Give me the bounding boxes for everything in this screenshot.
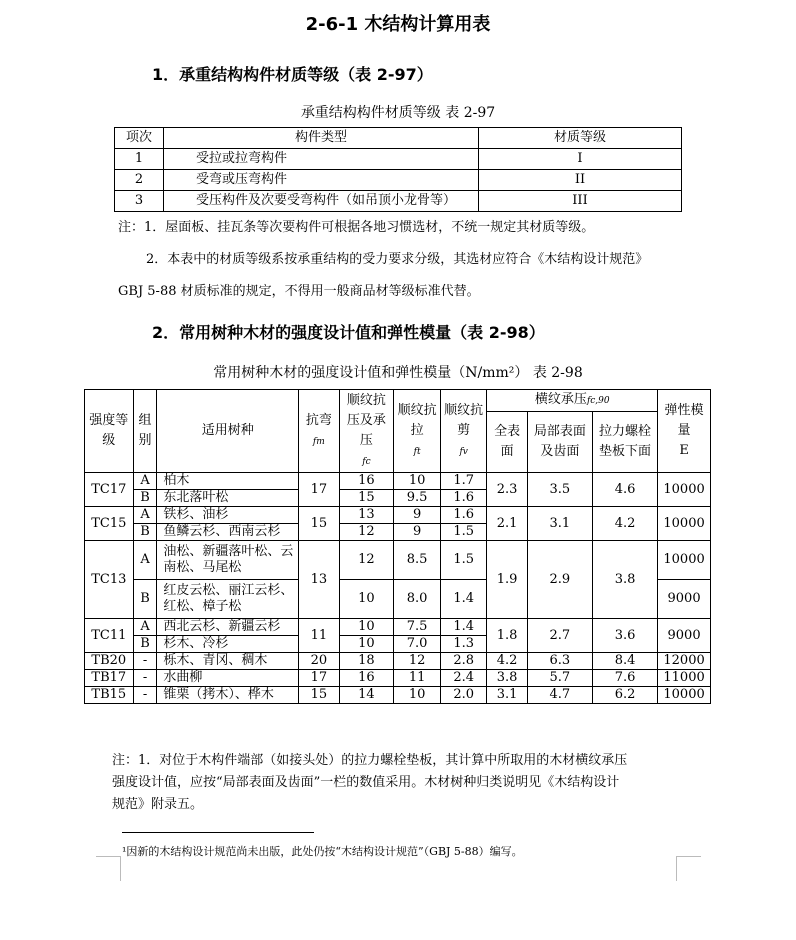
cell-full: 2.1 [487, 507, 527, 541]
header-shear-label: 顺纹抗剪 [444, 402, 484, 438]
cell-fv: 1.7 [440, 473, 487, 490]
cell-group: - [133, 687, 157, 704]
cell-grade: III [479, 191, 682, 212]
cell-grade: TB20 [85, 653, 134, 670]
cell-grade: I [479, 149, 682, 170]
section-heading-2: 2．常用树种木材的强度设计值和弹性模量（表 2-98） [152, 323, 545, 342]
cell-ft: 8.0 [394, 580, 441, 619]
table-header-row [85, 390, 711, 412]
cell-fm: 17 [299, 473, 339, 507]
note-98-2: 强度设计值，应按“局部表面及齿面”一栏的数值采用。木材树种归类说明见《木结构设计 [112, 775, 620, 790]
header-type: 构件类型 [164, 128, 479, 149]
header-bolt-plate: 拉力螺栓垫板下面 [592, 412, 657, 473]
cell-full: 4.2 [487, 653, 527, 670]
cell-local: 4.7 [527, 687, 592, 704]
table-row [115, 170, 682, 191]
cell-fc: 16 [339, 670, 394, 687]
cell-grade: TB15 [85, 687, 134, 704]
note-97-2: 2．本表中的材质等级系按承重结构的受力要求分级，其选材应符合《木结构设计规范》 [146, 252, 649, 267]
cell-fv: 1.6 [440, 507, 487, 524]
header-full-surface: 全表面 [487, 412, 527, 473]
cell-group: B [133, 636, 157, 653]
table-97 [114, 127, 682, 212]
shear-symbol: fv [459, 446, 468, 457]
cell-full: 2.3 [487, 473, 527, 507]
footnote: ¹因新的木结构设计规范尚未出版，此处仍按“木结构设计规范”（GBJ 5-88）编写。 [122, 845, 523, 858]
cell-local: 2.9 [527, 541, 592, 619]
cell-bolt: 4.6 [592, 473, 657, 507]
cell-fc: 10 [339, 619, 394, 636]
header-compression-label: 顺纹抗压及承压 [346, 392, 386, 448]
cell-fm: 17 [299, 670, 339, 687]
cell-full: 1.9 [487, 541, 527, 619]
cell-fc: 16 [339, 473, 394, 490]
cell-species: 东北落叶松 [157, 490, 299, 507]
cell-grade: TC11 [85, 619, 134, 653]
compression-symbol: fc [362, 456, 371, 467]
header-shear [440, 390, 487, 473]
cell-E: 10000 [658, 473, 711, 507]
note-97-1: 注：1．屋面板、挂瓦条等次要构件可根据各地习惯选材，不统一规定其材质等级。 [118, 220, 595, 235]
table-header-row [115, 128, 682, 149]
cell-full: 1.8 [487, 619, 527, 653]
page-corner-mark-right [676, 856, 701, 881]
bending-symbol: fm [312, 436, 325, 447]
header-compression [339, 390, 394, 473]
note-98-3: 规范》附录五。 [112, 797, 204, 812]
cell-species: 水曲柳 [157, 670, 299, 687]
header-bending [299, 390, 339, 473]
cell-ft: 7.5 [394, 619, 441, 636]
header-local-surface: 局部表面及齿面 [527, 412, 592, 473]
cell-fc: 15 [339, 490, 394, 507]
table-row [85, 619, 711, 636]
header-group: 组别 [133, 390, 157, 473]
cell-bolt: 7.6 [592, 670, 657, 687]
header-modulus-label: 弹性模量 [664, 403, 704, 438]
cell-species: 栎木、青冈、稠木 [157, 653, 299, 670]
header-cross-compression [487, 390, 658, 412]
cell-type: 受弯或压弯构件 [164, 170, 479, 191]
cell-fc: 13 [339, 507, 394, 524]
table-row [85, 653, 711, 670]
cell-local: 6.3 [527, 653, 592, 670]
cell-species: 锥栗（拷木）、桦木 [157, 687, 299, 704]
cell-local: 5.7 [527, 670, 592, 687]
table-row [85, 473, 711, 490]
cell-type: 受压构件及次要受弯构件（如吊顶小龙骨等） [164, 191, 479, 212]
header-tension [394, 390, 441, 473]
cell-fv: 1.6 [440, 490, 487, 507]
cell-species: 鱼鳞云杉、西南云杉 [157, 524, 299, 541]
cell-fc: 12 [339, 524, 394, 541]
cell-group: B [133, 524, 157, 541]
cell-group: B [133, 490, 157, 507]
table-row [85, 670, 711, 687]
cell-grade: TC13 [85, 541, 134, 619]
cell-fv: 1.4 [440, 580, 487, 619]
cell-E: 9000 [658, 619, 711, 653]
cell-ft: 9 [394, 524, 441, 541]
header-species: 适用树种 [157, 390, 299, 473]
header-modulus [658, 390, 711, 473]
cell-grade: II [479, 170, 682, 191]
table-row [115, 149, 682, 170]
page-title: 2-6-1 木结构计算用表 [305, 14, 491, 35]
table-row [85, 687, 711, 704]
cell-fv: 2.8 [440, 653, 487, 670]
cell-bolt: 4.2 [592, 507, 657, 541]
cell-fv: 1.3 [440, 636, 487, 653]
table-97-caption: 承重结构构件材质等级 表 2-97 [300, 105, 496, 121]
section-heading-1: 1．承重结构构件材质等级（表 2-97） [152, 65, 433, 84]
cell-E: 11000 [658, 670, 711, 687]
cell-E: 12000 [658, 653, 711, 670]
cell-fv: 1.5 [440, 541, 487, 580]
cell-fc: 12 [339, 541, 394, 580]
cell-fc: 10 [339, 636, 394, 653]
cell-fm: 20 [299, 653, 339, 670]
cell-group: - [133, 653, 157, 670]
header-bending-label: 抗弯 [305, 412, 332, 428]
cell-ft: 10 [394, 473, 441, 490]
footnote-separator [122, 832, 314, 833]
page-corner-mark-left [96, 856, 121, 881]
cell-grade: TB17 [85, 670, 134, 687]
cell-local: 3.5 [527, 473, 592, 507]
cell-fv: 2.0 [440, 687, 487, 704]
cell-E: 10000 [658, 687, 711, 704]
cell-species: 铁杉、油杉 [157, 507, 299, 524]
cell-group: - [133, 670, 157, 687]
cell-group: A [133, 473, 157, 490]
cell-fc: 18 [339, 653, 394, 670]
modulus-symbol: E [679, 443, 689, 458]
table-row [115, 191, 682, 212]
header-tension-label: 顺纹抗拉 [397, 402, 437, 438]
note-98-1: 注：1．对位于木构件端部（如接头处）的拉力螺栓垫板，其计算中所取用的木材横纹承压 [112, 753, 628, 768]
cell-fv: 2.4 [440, 670, 487, 687]
cell-full: 3.8 [487, 670, 527, 687]
table-row [85, 507, 711, 524]
cell-bolt: 6.2 [592, 687, 657, 704]
header-grade: 材质等级 [479, 128, 682, 149]
cell-fc: 14 [339, 687, 394, 704]
cell-bolt: 8.4 [592, 653, 657, 670]
cell-group: B [133, 580, 157, 619]
cell-grade: TC15 [85, 507, 134, 541]
cell-full: 3.1 [487, 687, 527, 704]
cell-E: 10000 [658, 541, 711, 580]
cell-species: 油松、新疆落叶松、云南松、马尾松 [157, 541, 299, 580]
header-cross-label: 横纹承压 [534, 392, 587, 407]
cell-E: 9000 [658, 580, 711, 619]
cell-fv: 1.5 [440, 524, 487, 541]
cell-species: 红皮云松、丽江云杉、红松、樟子松 [157, 580, 299, 619]
cell-group: A [133, 507, 157, 524]
header-index: 项次 [115, 128, 164, 149]
cell-ft: 7.0 [394, 636, 441, 653]
cell-ft: 12 [394, 653, 441, 670]
cell-species: 西北云杉、新疆云杉 [157, 619, 299, 636]
cell-type: 受拉或拉弯构件 [164, 149, 479, 170]
cell-fm: 11 [299, 619, 339, 653]
table-row [85, 541, 711, 580]
cell-fm: 13 [299, 541, 339, 619]
cell-ft: 11 [394, 670, 441, 687]
cross-symbol: fc,90 [586, 396, 610, 406]
cell-fc: 10 [339, 580, 394, 619]
cell-bolt: 3.8 [592, 541, 657, 619]
cell-bolt: 3.6 [592, 619, 657, 653]
cell-fm: 15 [299, 687, 339, 704]
cell-grade: TC17 [85, 473, 134, 507]
cell-E: 10000 [658, 507, 711, 541]
cell-fv: 1.4 [440, 619, 487, 636]
cell-local: 2.7 [527, 619, 592, 653]
cell-ft: 8.5 [394, 541, 441, 580]
cell-group: A [133, 619, 157, 636]
header-strength-grade: 强度等级 [85, 390, 134, 473]
cell-ft: 9 [394, 507, 441, 524]
table-98-caption: 常用树种木材的强度设计值和弹性模量（N/mm²） 表 2-98 [213, 365, 583, 381]
cell-species: 杉木、冷杉 [157, 636, 299, 653]
cell-group: A [133, 541, 157, 580]
table-98 [84, 389, 711, 704]
tension-symbol: ft [413, 446, 421, 457]
note-97-3: GBJ 5-88 材质标准的规定，不得用一般商品材等级标准代替。 [118, 284, 480, 299]
cell-fm: 15 [299, 507, 339, 541]
cell-ft: 10 [394, 687, 441, 704]
cell-index: 1 [115, 149, 164, 170]
cell-index: 2 [115, 170, 164, 191]
cell-species: 柏木 [157, 473, 299, 490]
cell-local: 3.1 [527, 507, 592, 541]
cell-index: 3 [115, 191, 164, 212]
cell-ft: 9.5 [394, 490, 441, 507]
